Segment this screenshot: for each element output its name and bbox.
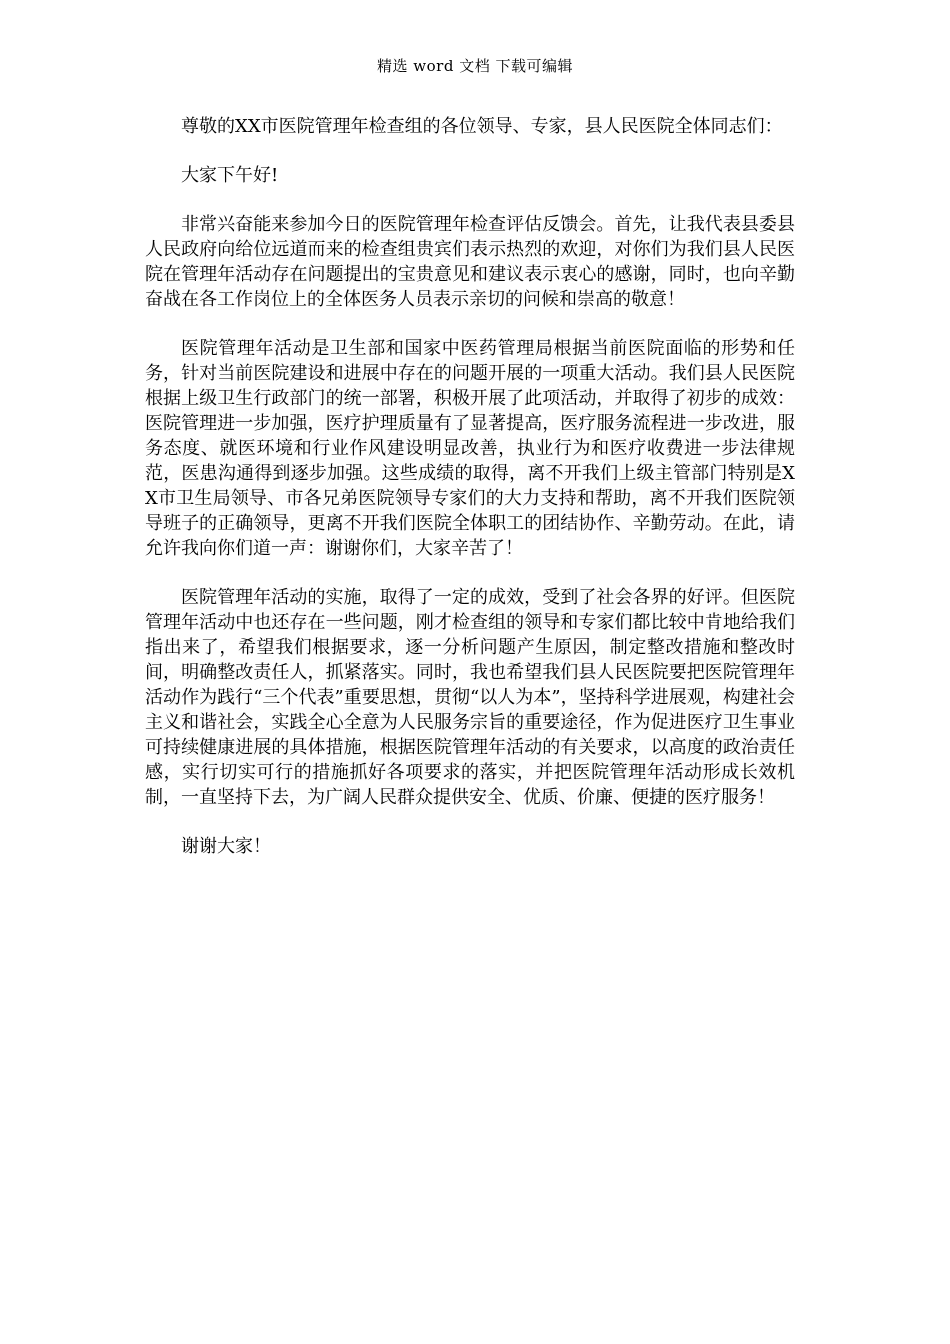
greeting: 大家下午好! (181, 165, 279, 186)
page-header: 精选 word 文档 下载可编辑 (377, 57, 573, 75)
paragraph-welcome: 非常兴奋能来参加今日的医院管理年检查评估反馈会。首先，让我代表县委县人民政府向给位远道而来的检查组贵宾们表示热烈的欢迎，对你们为我们县人民医院在管理年活动存在问题提出的宝贵意见和建议表示衷心的感谢，同时，也向辛勤奋战在各工作岗位上的全体医务人员表示亲切的问候和崇高的敬意！ (145, 214, 795, 310)
paragraph-achievements: 医院管理年活动是卫生部和国家中医药管理局根据当前医院面临的形势和任务，针对当前医院建设和进展中存在的问题开展的一项重大活动。我们县人民医院根据上级卫生行政部门的统一部署，积极开展了此项活动，并取得了初步的成效：医院管理进一步加强，医疗护理质量有了显著提高，医疗服务流程进一步改进，服务态度、就医环境和行业作风建设明显改善，执业行为和医疗收费进一步法律规范，医患沟通得到逐步加强。这些成绩的取得，离不开我们上级主管部门特别是XX市卫生局领导、市各兄弟医院领导专家们的大力支持和帮助，离不开我们医院领导班子的正确领导，更离不开我们医院全体职工的团结协作、辛勤劳动。在此，请允许我向你们道一声：谢谢你们，大家辛苦了！ (145, 338, 795, 559)
salutation: 尊敬的XX市医院管理年检查组的各位领导、专家，县人民医院全体同志们： (181, 116, 783, 137)
document-body (145, 114, 795, 883)
paragraph-requirements: 医院管理年活动的实施，取得了一定的成效，受到了社会各界的好评。但医院管理年活动中也还存在一些问题，刚才检查组的领导和专家们都比较中肯地给我们指出来了，希望我们根据要求，逐一分析问题产生原因，制定整改措施和整改时间，明确整改责任人，抓紧落实。同时，我也希望我们县人民医院要把医院管理年活动作为践行“三个代表”重要思想，贯彻“以人为本”，坚持科学进展观，构建社会主义和谐社会，实践全心全意为人民服务宗旨的重要途径，作为促进医疗卫生事业可持续健康进展的具体措施，根据医院管理年活动的有关要求，以高度的政治责任感，实行切实可行的措施抓好各项要求的落实，并把医院管理年活动形成长效机制，一直坚持下去，为广阔人民群众提供安全、优质、价廉、便捷的医疗服务！ (145, 587, 795, 808)
closing: 谢谢大家！ (181, 836, 271, 857)
